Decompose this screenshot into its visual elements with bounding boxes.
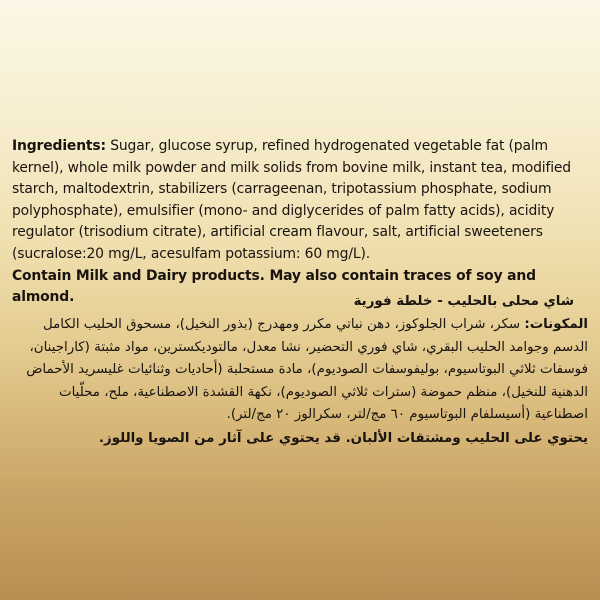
arabic-product-title: شاي محلى بالحليب - خلطة فورية bbox=[353, 294, 574, 309]
arabic-ingredients-heading: المكونات: bbox=[524, 317, 588, 333]
arabic-ingredients-text: سكر، شراب الجلوكوز، دهن نباتي مكرر ومهدرج (بذور النخيل)، مسحوق الحليب الكامل الدسم وجوامد الحليب البقري، شاي فوري التحضير، نشا معدل، مالتوديكسترين، مواد مثبتة (كاراجينان، فوسفات ثلاثي البوتاسيوم، بوليفوسفات الصوديوم)، مادة مستحلبة (أحاديات وثنائيات غليسريد الأحماض الدهنية للنخيل)، منظم حموضة (سترات ثلاثي الصوديوم)، نكهة القشدة الاصطناعية، ملح، محلّيات اصطناعية (أسيسلفام البوتاسيوم ٦٠ مج/لتر، سكرالوز ٢٠ مج/لتر). bbox=[26, 317, 588, 423]
english-ingredients-heading: Ingredients: bbox=[12, 138, 106, 154]
english-ingredients-text: Sugar, glucose syrup, refined hydrogenated vegetable fat (palm kernel), whole milk powder and milk solids from bovine milk, instant tea, modified starch, maltodextrin, stabilizers (carrageenan, tripotassium phosphate, sodium polyphosphate), emulsifier (mono- and diglycerides of palm fatty acids), acidity regulator (trisodium citrate), artificial cream flavour, salt, artificial sweeteners (sucralose:20 mg/L, acesulfam potassium: 60 mg/L). bbox=[12, 138, 571, 262]
arabic-ingredients-paragraph bbox=[10, 314, 588, 426]
arabic-ingredients-block bbox=[10, 291, 588, 451]
english-ingredients-block bbox=[12, 136, 592, 309]
english-allergen-statement: Contain Milk and Dairy products. May also contain traces of soy and almond. bbox=[12, 267, 536, 306]
english-ingredients-paragraph bbox=[12, 136, 592, 266]
arabic-allergen-statement: يحتوي على الحليب ومشتقات الألبان. قد يحتوي على آثار من الصويا واللوز. bbox=[98, 431, 588, 447]
